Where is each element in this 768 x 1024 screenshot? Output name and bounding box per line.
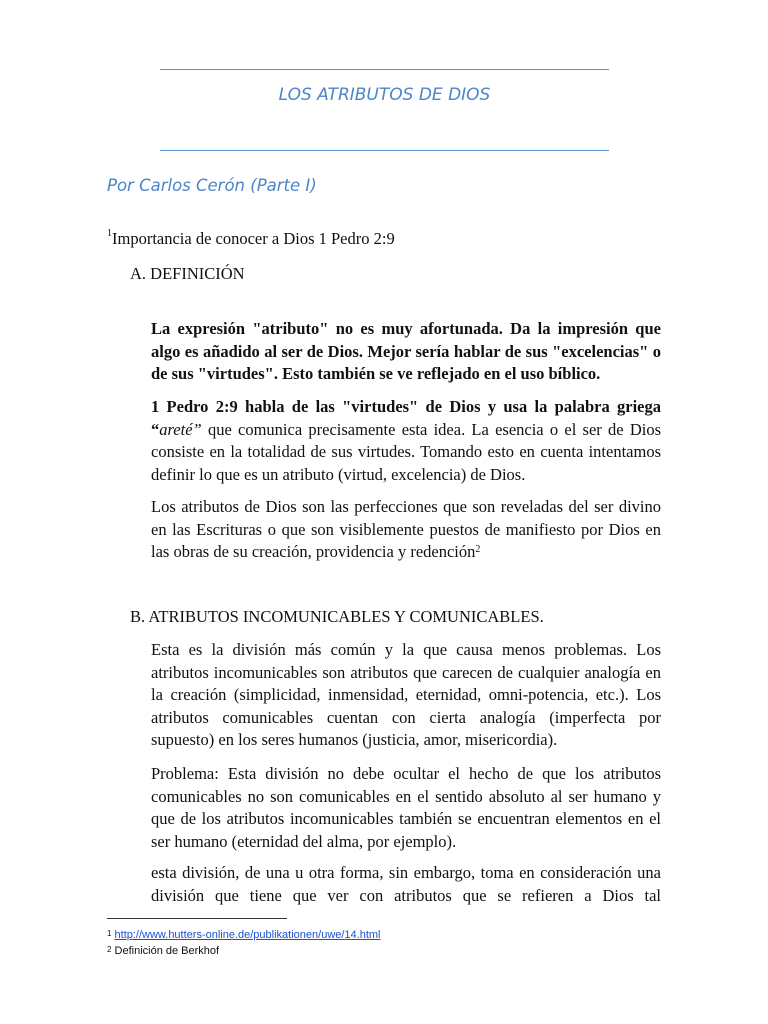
footnote-ref-2: 2 <box>475 544 481 555</box>
footnote-1 <box>107 929 381 941</box>
section-b-p3-text: esta división, de una u otra forma, sin embargo, toma en consideración una división que tiene que ver con atributos que se refieren a Dios tal <box>151 863 661 905</box>
section-a-p2-rest: que comunica precisamente esta idea. La esencia o el ser de Dios consiste en la totalidad de sus virtudes. Tomando esto en cuenta intentamos definir lo que es un atributo (virtud, excelencia) de Dios. <box>151 419 661 484</box>
title-bottom-rule <box>160 150 609 151</box>
section-a-paragraph-3 <box>151 496 661 564</box>
footnote-2-number: 2 <box>107 945 112 954</box>
section-b-paragraph-1 <box>151 639 661 752</box>
intro-line <box>107 229 395 249</box>
top-rule <box>160 69 609 70</box>
section-a-p1-text: La expresión "atributo" no es muy afortunada. Da la impresión que algo es añadido al ser de Dios. Mejor sería hablar de sus "excelencias" o de sus "virtudes". Esto también se ve reflejado en el uso bíblico. <box>151 319 661 383</box>
footnote-2-text: Definición de Berkhof <box>114 945 220 957</box>
section-b-p2-text: Problema: Esta división no debe ocultar el hecho de que los atributos comunicables no son comunicables en el sentido absoluto al ser humano y que de los atributos incomunicables también se encuentran elementos en el ser humano (eternidad del alma, por ejemplo). <box>151 764 661 851</box>
intro-text: Importancia de conocer a Dios 1 Pedro 2:9 <box>112 229 395 248</box>
section-a-p2-bold: 1 Pedro 2:9 habla de las "virtudes" de Dios y usa la palabra griega “ <box>151 397 661 439</box>
footnote-ref-1: 1 <box>107 228 112 239</box>
footnote-separator <box>107 918 287 919</box>
section-b-paragraph-3 <box>151 862 661 907</box>
footnote-1-link[interactable]: http://www.hutters-online.de/publikationen/uwe/14.html <box>114 929 381 941</box>
document-title: LOS ATRIBUTOS DE DIOS <box>278 85 491 105</box>
footnote-2 <box>107 945 219 957</box>
author-subtitle: Por Carlos Cerón (Parte I) <box>107 176 317 195</box>
section-a-paragraph-1 <box>151 318 661 386</box>
section-b-p1-text: Esta es la división más común y la que causa menos problemas. Los atributos incomunicables son atributos que carecen de cualquier analogía en la creación (simplicidad, inmensidad, eternidad, omni-potencia, etc.). Los atributos comunicables cuentan con cierta analogía (imperfecta por supuesto) en los seres humanos (justicia, amor, misericordia). <box>151 640 661 749</box>
section-b-heading: B. ATRIBUTOS INCOMUNICABLES Y COMUNICABLES. <box>130 607 544 626</box>
section-a-p3-text: Los atributos de Dios son las perfecciones que son reveladas del ser divino en las Escrituras o que son visiblemente puestos de manifiesto por Dios en las obras de su creación, providencia y redención <box>151 497 661 561</box>
footnote-1-number: 1 <box>107 929 112 938</box>
section-a-paragraph-2 <box>151 396 661 486</box>
section-a-p2-italic: areté” <box>159 419 202 439</box>
section-a-heading: A. DEFINICIÓN <box>130 264 245 283</box>
section-b-paragraph-2 <box>151 763 661 853</box>
